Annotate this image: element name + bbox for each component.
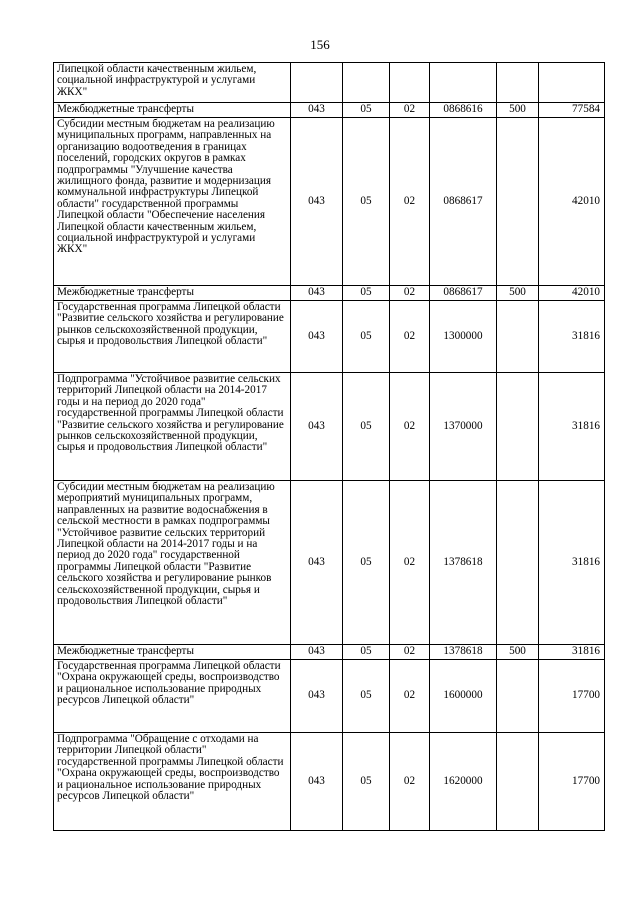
table-row [54,286,605,301]
row-name: Подпрограмма "Обращение с отходами на территории Липецкой области" государственной программы Липецкой области "Охрана окружающей среды, воспроизводство и рациональное использование природных ресурсов Липецкой области" [54,733,291,831]
row-name: Межбюджетные трансферты [54,645,291,660]
cell-csr: 0868617 [430,118,497,286]
table-row [54,733,605,831]
cell-gr: 043 [291,660,343,733]
cell-gr: 043 [291,286,343,301]
row-name: Субсидии местным бюджетам на реализацию мероприятий муниципальных программ, направленных на развитие водоснабжения в сельской местности в рамках подпрограммы "Устойчивое развитие сельских территорий Липецкой области на 2014-2017 годы и на период до 2020 года" государственной программы Липецкой области "Развитие сельского хозяйства и регулирование рынков сельскохозяйственной продукции, сырья и продовольствия Липецкой области" [54,481,291,645]
cell-csr: 1600000 [430,660,497,733]
cell-vr [497,660,539,733]
table-row [54,481,605,645]
row-name: Государственная программа Липецкой области "Развитие сельского хозяйства и регулирование рынков сельскохозяйственной продукции, сырья и продовольствия Липецкой области" [54,301,291,373]
cell-pr [390,63,430,103]
cell-sum: 31816 [539,645,605,660]
cell-vr [497,373,539,481]
table-row [54,660,605,733]
cell-sum: 31816 [539,373,605,481]
cell-gr: 043 [291,103,343,118]
cell-sum: 42010 [539,286,605,301]
table-row [54,373,605,481]
cell-rz: 05 [343,118,390,286]
table-row [54,645,605,660]
cell-sum: 31816 [539,301,605,373]
cell-vr: 500 [497,103,539,118]
cell-rz: 05 [343,733,390,831]
cell-sum: 17700 [539,733,605,831]
table-row [54,118,605,286]
cell-sum [539,63,605,103]
cell-sum: 77584 [539,103,605,118]
cell-vr [497,733,539,831]
cell-rz: 05 [343,103,390,118]
cell-csr: 1378618 [430,481,497,645]
cell-csr [430,63,497,103]
budget-table [53,62,605,831]
cell-csr: 0868616 [430,103,497,118]
cell-vr [497,481,539,645]
row-name: Подпрограмма "Устойчивое развитие сельских территорий Липецкой области на 2014-2017 годы и на период до 2020 года" государственной программы Липецкой области "Развитие сельского хозяйства и регулирование рынков сельскохозяйственной продукции, сырья и продовольствия Липецкой области" [54,373,291,481]
cell-pr: 02 [390,118,430,286]
cell-gr: 043 [291,118,343,286]
cell-rz: 05 [343,373,390,481]
table-row [54,301,605,373]
row-name: Межбюджетные трансферты [54,103,291,118]
cell-gr: 043 [291,645,343,660]
cell-rz: 05 [343,660,390,733]
table-row [54,63,605,103]
cell-pr: 02 [390,645,430,660]
cell-rz: 05 [343,645,390,660]
cell-pr: 02 [390,733,430,831]
cell-rz: 05 [343,481,390,645]
page-number: 156 [310,37,330,52]
row-name: Межбюджетные трансферты [54,286,291,301]
cell-rz [343,63,390,103]
cell-pr: 02 [390,660,430,733]
cell-rz: 05 [343,301,390,373]
cell-pr: 02 [390,301,430,373]
row-name: Субсидии местным бюджетам на реализацию муниципальных программ, направленных на организацию водоотведения в границах поселений, городских округов в рамках подпрограммы "Улучшение качества жилищного фонда, развитие и модернизация коммунальной инфраструктуры Липецкой области" государственной программы Липецкой области "Обеспечение населения Липецкой области качественным жильем, социальной инфраструктурой и услугами ЖКХ" [54,118,291,286]
cell-vr: 500 [497,286,539,301]
cell-pr: 02 [390,373,430,481]
cell-csr: 1620000 [430,733,497,831]
table-row [54,103,605,118]
cell-sum: 42010 [539,118,605,286]
cell-csr: 1378618 [430,645,497,660]
cell-csr: 1370000 [430,373,497,481]
cell-csr: 1300000 [430,301,497,373]
cell-csr: 0868617 [430,286,497,301]
cell-pr: 02 [390,286,430,301]
cell-sum: 31816 [539,481,605,645]
cell-sum: 17700 [539,660,605,733]
row-name: Государственная программа Липецкой области "Охрана окружающей среды, воспроизводство и рациональное использование природных ресурсов Липецкой области" [54,660,291,733]
cell-gr: 043 [291,373,343,481]
cell-gr: 043 [291,733,343,831]
cell-pr: 02 [390,481,430,645]
cell-vr [497,63,539,103]
cell-gr: 043 [291,481,343,645]
cell-rz: 05 [343,286,390,301]
cell-pr: 02 [390,103,430,118]
cell-gr: 043 [291,301,343,373]
cell-gr [291,63,343,103]
row-name: Липецкой области качественным жильем, социальной инфраструктурой и услугами ЖКХ" [54,63,291,103]
cell-vr: 500 [497,645,539,660]
cell-vr [497,118,539,286]
cell-vr [497,301,539,373]
